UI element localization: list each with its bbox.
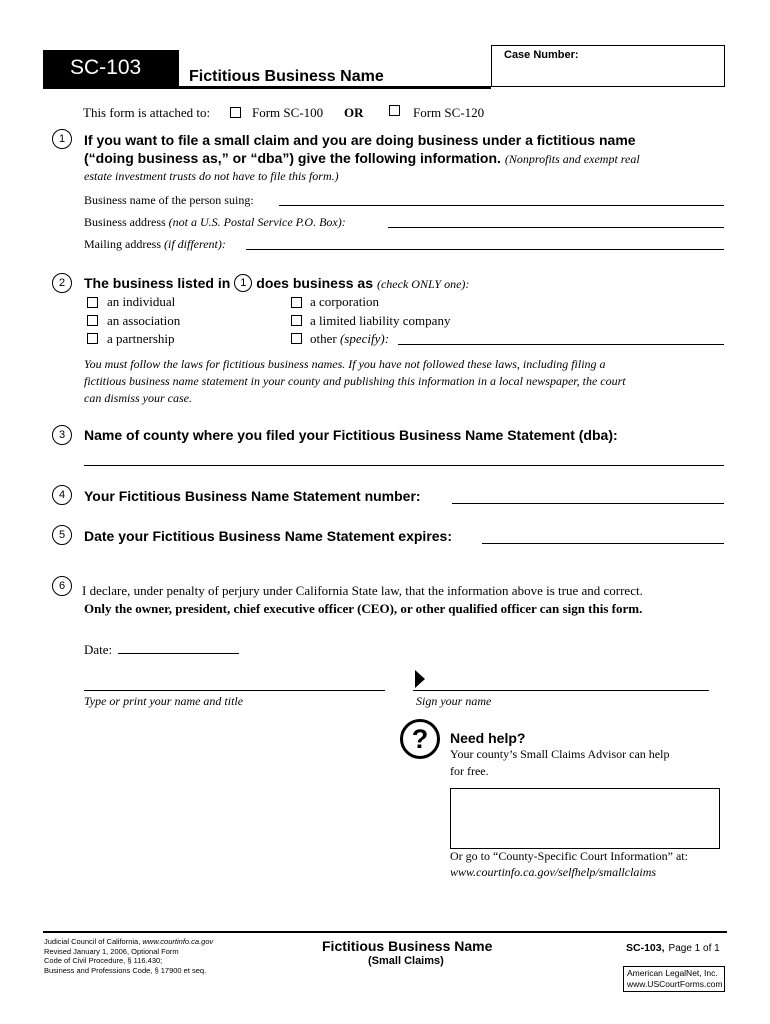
expiration-date-field[interactable] <box>482 543 724 544</box>
county-name-field[interactable] <box>84 465 724 466</box>
footer-left-line3: Code of Civil Procedure, § 116.430; <box>44 956 163 966</box>
footer-page-form: SC-103, <box>626 942 665 954</box>
help-title: Need help? <box>450 730 526 746</box>
item-2-heading-a: The business listed in <box>84 275 231 291</box>
date-label: Date: <box>84 642 113 657</box>
item-1-heading-line1: If you want to file a small claim and you are doing business under a fictitious name <box>84 132 636 148</box>
item-2-heading-b: does business as <box>256 275 373 291</box>
association-checkbox[interactable] <box>87 315 98 326</box>
form-id: SC-103 <box>70 56 142 79</box>
case-number-box[interactable] <box>491 45 725 87</box>
item-3-heading: Name of county where you filed your Fictitious Business Name Statement (dba): <box>84 427 618 443</box>
case-number-label: Case Number: <box>504 49 579 61</box>
footer-rule <box>43 931 727 933</box>
sc100-label: Form SC-100 <box>252 105 324 120</box>
help-question-icon: ? <box>400 719 440 759</box>
or-label: OR <box>344 105 364 120</box>
footer-left-line2: Revised January 1, 2006, Optional Form <box>44 946 179 956</box>
local-info-box-left-top <box>450 788 451 802</box>
publisher-line1: American LegalNet, Inc. <box>627 968 718 978</box>
item-1-number: 1 <box>52 129 72 149</box>
item-1-heading-line2: (“doing business as,” or “dba”) give the following information. <box>84 150 501 166</box>
other-note: (specify): <box>339 331 390 346</box>
form-title: Fictitious Business Name <box>189 68 384 85</box>
footer-left <box>44 937 213 976</box>
llc-checkbox[interactable] <box>291 315 302 326</box>
business-name-label: Business name of the person suing: <box>84 193 254 207</box>
footer-left-line1 <box>44 937 213 947</box>
signature-caption: Sign your name <box>416 694 492 708</box>
item-1-note-part1: (Nonprofits and exempt real <box>504 152 640 166</box>
business-address-field[interactable] <box>388 227 724 228</box>
item-4-heading: Your Fictitious Business Name Statement number: <box>84 488 421 504</box>
statement-number-field[interactable] <box>452 503 724 504</box>
printed-name-caption: Type or print your name and title <box>84 694 244 708</box>
other-specify-field[interactable] <box>398 344 724 345</box>
partnership-checkbox[interactable] <box>87 333 98 344</box>
warning-line2: fictitious business name statement in your county and publishing this information in a local newspaper, the court <box>84 374 626 388</box>
sc120-label: Form SC-120 <box>413 105 485 120</box>
footer-center-title: Fictitious Business Name <box>322 938 493 954</box>
item-2-heading <box>84 275 469 293</box>
individual-checkbox[interactable] <box>87 297 98 308</box>
declaration-text: I declare, under penalty of perjury under California State law, that the information above is true and correct. <box>82 583 643 598</box>
item-4-number: 4 <box>52 485 72 505</box>
form-id-rule <box>43 86 491 89</box>
footer-council: Judicial Council of California, <box>44 937 143 946</box>
footer-left-line4: Business and Professions Code, § 17900 et seq. <box>44 966 207 976</box>
attached-label: This form is attached to: <box>83 105 211 120</box>
business-address-note: (not a U.S. Postal Service P.O. Box): <box>168 215 346 229</box>
warning-line3: can dismiss your case. <box>84 391 192 405</box>
publisher-line2[interactable]: www.USCourtForms.com <box>627 979 723 989</box>
other-label: other <box>310 331 337 346</box>
item-5-number: 5 <box>52 525 72 545</box>
association-label: an association <box>107 313 181 328</box>
item-3-number: 3 <box>52 425 72 445</box>
item-5-heading: Date your Fictitious Business Name Statement expires: <box>84 528 452 544</box>
help-line2: for free. <box>450 764 489 778</box>
sc120-checkbox[interactable] <box>389 105 400 116</box>
footer-page-text: Page 1 of 1 <box>668 943 720 954</box>
item-2-ref-number: 1 <box>234 274 252 292</box>
other-checkbox[interactable] <box>291 333 302 344</box>
item-2-heading-note: (check ONLY one): <box>376 277 470 291</box>
footer-page <box>626 938 720 956</box>
footer-center-sub: (Small Claims) <box>368 955 444 967</box>
signers-text: Only the owner, president, chief executive officer (CEO), or other qualified officer can sign this form. <box>84 601 643 616</box>
corporation-checkbox[interactable] <box>291 297 302 308</box>
sc100-checkbox[interactable] <box>230 107 241 118</box>
business-address-label: Business address <box>84 215 166 229</box>
help-url[interactable]: www.courtinfo.ca.gov/selfhelp/smallclaims <box>450 865 657 879</box>
individual-label: an individual <box>107 294 176 309</box>
warning-line1: You must follow the laws for fictitious business names. If you have not followed these laws, including filing a <box>84 357 606 371</box>
mailing-address-label-wrap <box>84 237 226 252</box>
item-6-number: 6 <box>52 576 72 596</box>
business-name-field[interactable] <box>279 205 724 206</box>
item-1-note-part2: estate investment trusts do not have to file this form.) <box>84 169 339 183</box>
mailing-address-field[interactable] <box>246 249 724 250</box>
partnership-label: a partnership <box>107 331 175 346</box>
form-id-badge <box>43 50 179 86</box>
mailing-address-label: Mailing address <box>84 237 161 251</box>
mailing-address-note: (if different): <box>164 237 226 251</box>
publisher-box <box>623 966 725 992</box>
business-address-label-wrap <box>84 215 346 230</box>
footer-council-url[interactable]: www.courtinfo.ca.gov <box>142 937 214 946</box>
corporation-label: a corporation <box>310 294 379 309</box>
item-2-number: 2 <box>52 273 72 293</box>
item-1-heading-line2-wrap <box>84 150 640 168</box>
signature-arrow-icon <box>415 670 425 688</box>
llc-label: a limited liability company <box>310 313 451 328</box>
signature-field[interactable] <box>413 690 709 691</box>
printed-name-field[interactable] <box>84 690 385 691</box>
local-info-box-mask <box>452 803 718 833</box>
other-label-wrap <box>310 331 389 347</box>
help-line1: Your county’s Small Claims Advisor can help <box>450 747 670 761</box>
or-go-to-text: Or go to “County-Specific Court Information” at: <box>450 849 688 863</box>
date-field[interactable] <box>118 653 239 654</box>
